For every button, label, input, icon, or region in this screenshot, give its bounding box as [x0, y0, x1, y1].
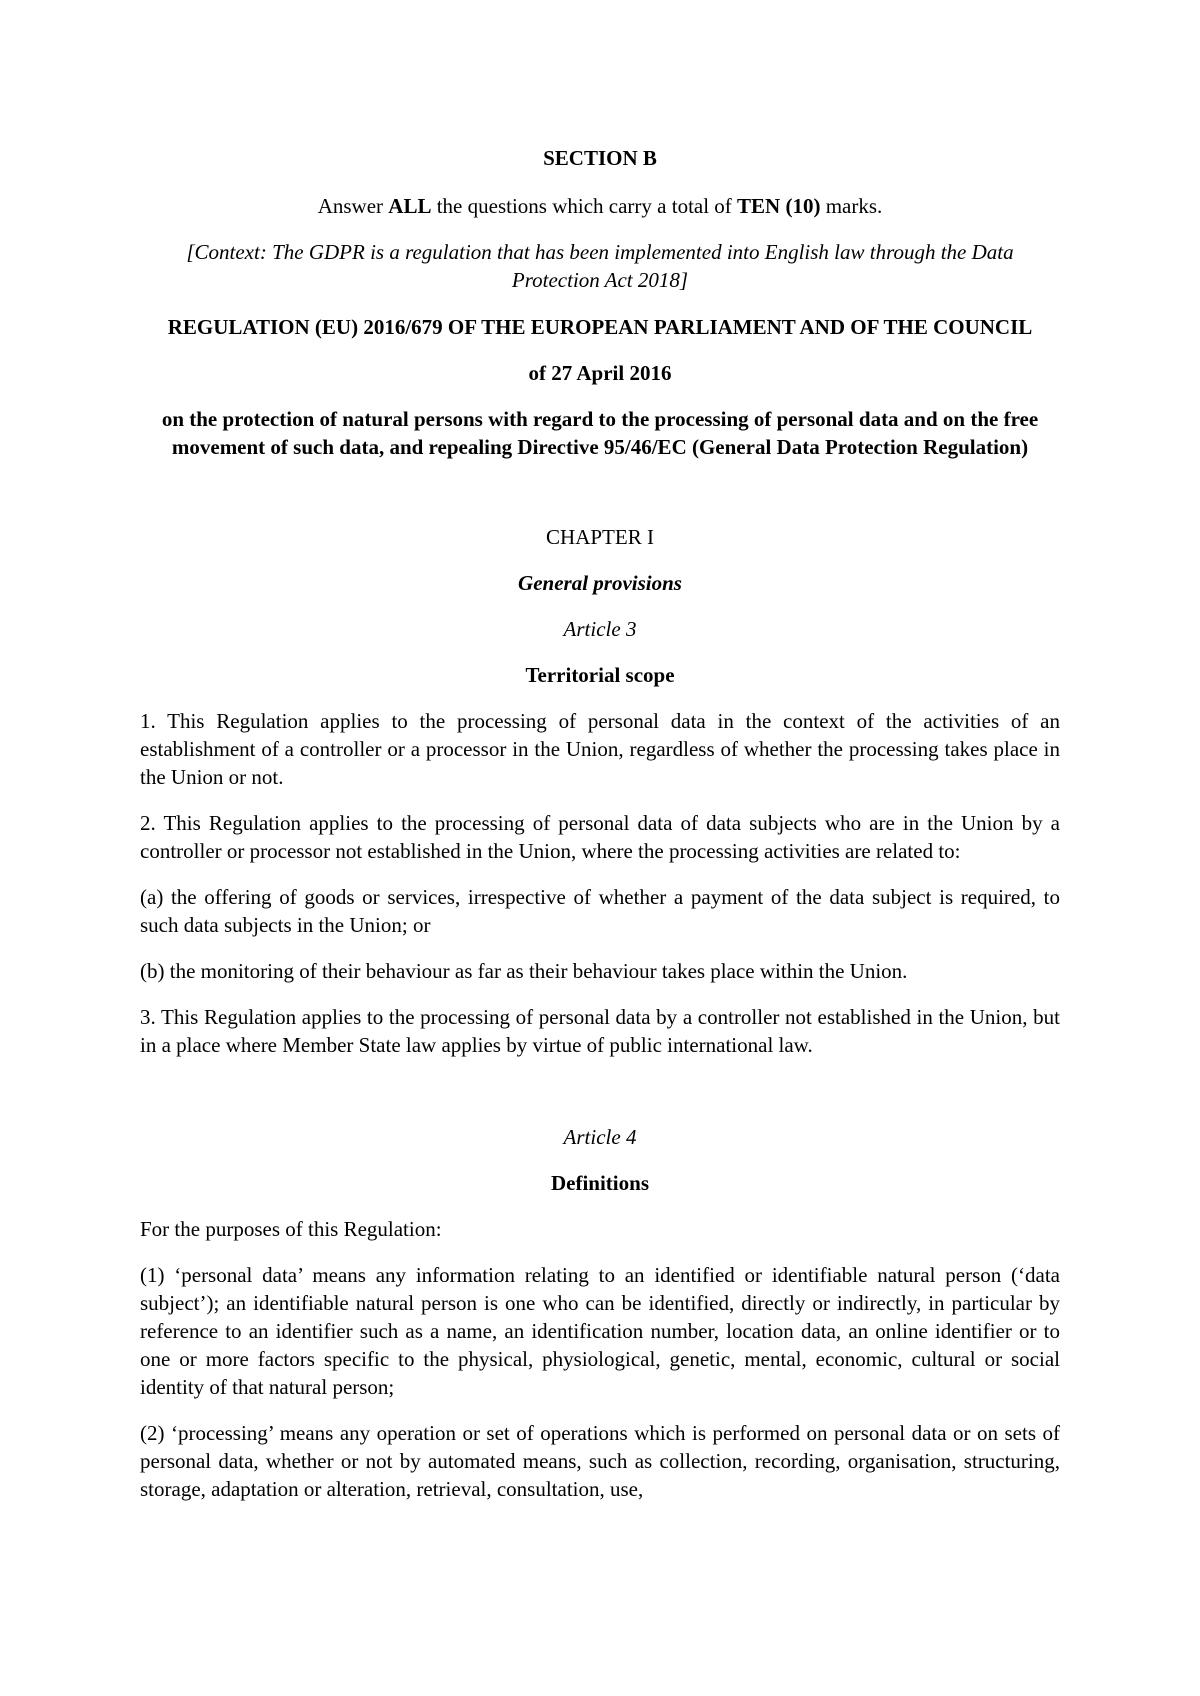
- instruction-text: the questions which carry a total of: [431, 194, 738, 218]
- article-3-paragraph: (a) the offering of goods or services, irrespective of whether a payment of the data subject is required, to such data subjects in the Union; or: [140, 885, 1060, 937]
- chapter-number: CHAPTER I: [546, 525, 654, 549]
- article-4-paragraph: For the purposes of this Regulation:: [140, 1217, 442, 1241]
- regulation-subject: on the protection of natural persons with regard to the processing of personal data and on the free movement of such data, and repealing Directive 95/46/EC (General Data Protection Regulation): [161, 407, 1039, 459]
- instruction-marks: TEN (10): [737, 194, 821, 218]
- article-4-paragraph: (2) ‘processing’ means any operation or set of operations which is performed on personal data or on sets of personal data, whether or not by automated means, such as collection, recording, organisation, structuring, storage, adaptation or alteration, retrieval, consultation, use,: [140, 1421, 1060, 1501]
- context-note: [Context: The GDPR is a regulation that has been implemented into English law through the Data Protection Act 2018]: [186, 240, 1014, 292]
- chapter-title: General provisions: [518, 571, 682, 595]
- article-4-number: Article 4: [563, 1125, 637, 1149]
- article-3-number: Article 3: [563, 617, 637, 641]
- instructions: [140, 192, 1060, 220]
- article-3-paragraph: (b) the monitoring of their behaviour as far as their behaviour takes place within the Union.: [140, 959, 908, 983]
- instruction-text: Answer: [317, 194, 389, 218]
- article-3-paragraph: 1. This Regulation applies to the processing of personal data in the context of the activities of an establishment of a controller or a processor in the Union, regardless of whether the processing takes place in the Union or not.: [140, 709, 1060, 789]
- article-4-paragraph: (1) ‘personal data’ means any information relating to an identified or identifiable natural person (‘data subject’); an identifiable natural person is one who can be identified, directly or indirectly, in particular by reference to an identifier such as a name, an identification number, location data, an online identifier or to one or more factors specific to the physical, physiological, genetic, mental, economic, cultural or social identity of that natural person;: [140, 1263, 1060, 1399]
- instruction-text: marks.: [820, 194, 883, 218]
- regulation-date: of 27 April 2016: [528, 361, 672, 385]
- article-3-paragraph: 3. This Regulation applies to the processing of personal data by a controller not established in the Union, but in a place where Member State law applies by virtue of public international law.: [140, 1005, 1060, 1057]
- regulation-title: REGULATION (EU) 2016/679 OF THE EUROPEAN PARLIAMENT AND OF THE COUNCIL: [167, 315, 1033, 339]
- article-3-paragraph: 2. This Regulation applies to the processing of personal data of data subjects who are in the Union by a controller or processor not established in the Union, where the processing activities are related to:: [140, 811, 1060, 863]
- article-4-title: Definitions: [550, 1171, 649, 1195]
- article-3-title: Territorial scope: [525, 663, 675, 687]
- instruction-all: ALL: [388, 194, 432, 218]
- section-title: SECTION B: [543, 146, 657, 170]
